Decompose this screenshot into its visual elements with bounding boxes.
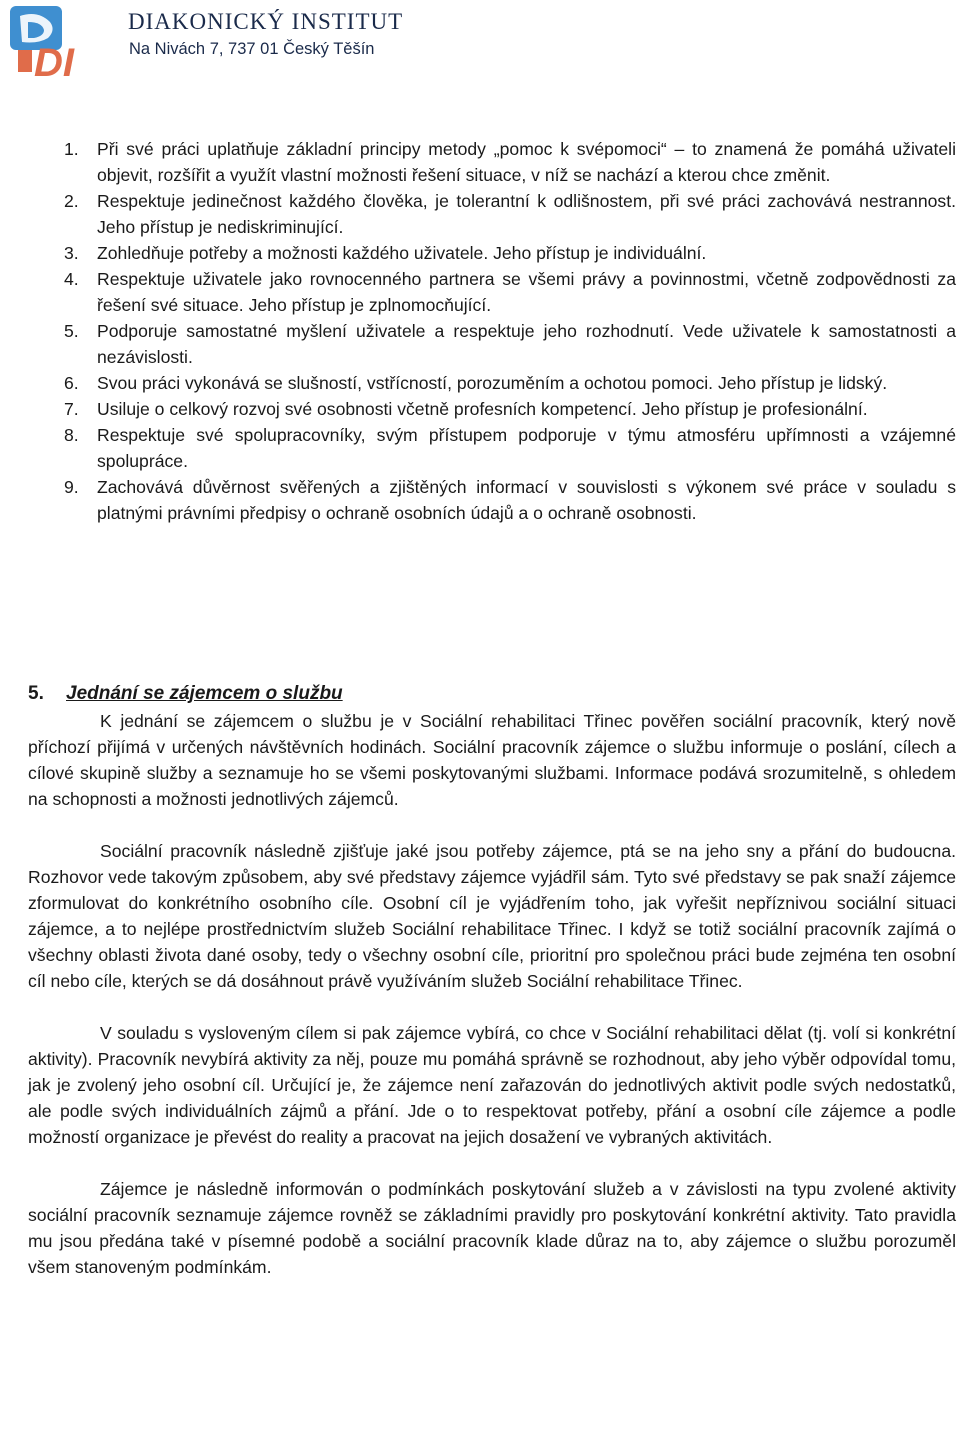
list-item <box>28 370 956 396</box>
list-number: 3. <box>64 243 79 263</box>
list-number: 4. <box>64 269 79 289</box>
list-item <box>28 318 956 370</box>
list-text: Usiluje o celkový rozvoj své osobnosti včetně profesních kompetencí. Jeho přístup je profesionální. <box>97 399 868 419</box>
list-text: Respektuje uživatele jako rovnocenného partnera se všemi právy a povinnostmi, včetně zodpovědnosti za řešení své situace. Jeho přístup je zplnomocňující. <box>97 269 956 315</box>
list-text: Zachovává důvěrnost svěřených a zjištěných informací v souvislosti s výkonem své práce v souladu s platnými právními předpisy o ochraně osobních údajů a o ochraně osobnosti. <box>97 477 956 523</box>
paragraph: Sociální pracovník následně zjišťuje jaké jsou potřeby zájemce, ptá se na jeho sny a přání do budoucna. Rozhovor vede takovým způsobem, aby své představy zájemce vyjádřil sám. Tyto své představy se pak snaží zájemce zformulovat do konkrétního osobního cíle. Osobní cíl je vyjádřením toho, jak vyřešit nepříznivou sociální situaci zájemce, a to nejlépe prostřednictvím služeb Sociální rehabilitace Třinec. I když se totiž sociální pracovník zajímá o všechny oblasti života dané osoby, tedy o všechny osobní cíle, prioritní pro společnou práci bude zejména ten osobní cíl nebo cíle, kterých se dá dosáhnout právě využíváním služeb Sociální rehabilitace Třinec. <box>28 841 956 991</box>
list-item <box>28 188 956 240</box>
list-number: 6. <box>64 373 79 393</box>
org-address: Na Nivách 7, 737 01 Český Těšín <box>129 40 375 58</box>
paragraph-gap <box>28 812 956 838</box>
list-number: 5. <box>64 321 79 341</box>
section-title: Jednání se zájemcem o službu <box>66 683 343 704</box>
paragraph: V souladu s vysloveným cílem si pak zájemce vybírá, co chce v Sociální rehabilitaci dělat (tj. volí si konkrétní aktivity). Pracovník nevybírá aktivity za něj, pouze mu pomáhá správně se rozhodnout, aby jeho výběr odpovídal tomu, jak je zvolený jeho osobní cíl. Určující je, že zájemce není zařazován do jednotlivých aktivit podle svých nedostatků, ale podle svých individuálních zájmů a přání. Jde o to respektovat potřeby, přání a osobní cíle zájemce a podle možností organizace je převést do reality a pracovat na jejich dosažení ve vybraných aktivitách. <box>28 1023 956 1147</box>
list-text: Podporuje samostatné myšlení uživatele a respektuje jeho rozhodnutí. Vede uživatele k samostatnosti a nezávislosti. <box>97 321 956 367</box>
list-text: Svou práci vykonává se slušností, vstřícností, porozuměním a ochotou pomoci. Jeho přístup je lidský. <box>97 373 888 393</box>
list-text: Respektuje své spolupracovníky, svým přístupem podporuje v týmu atmosféru upřímnosti a vzájemné spolupráce. <box>97 425 956 471</box>
list-item <box>28 422 956 474</box>
list-item <box>28 474 956 526</box>
list-text: Zohledňuje potřeby a možnosti každého uživatele. Jeho přístup je individuální. <box>97 243 707 263</box>
logo-lettering: DI <box>34 41 74 82</box>
paragraph-gap <box>28 1150 956 1176</box>
org-name: DIAKONICKÝ INSTITUT <box>128 9 404 34</box>
list-number: 9. <box>64 477 79 497</box>
list-item <box>28 266 956 318</box>
list-number: 8. <box>64 425 79 445</box>
principles-list <box>28 136 956 526</box>
list-item <box>28 240 956 266</box>
section-5 <box>28 680 956 1280</box>
list-item <box>28 396 956 422</box>
list-item <box>28 136 956 188</box>
list-number: 1. <box>64 139 79 159</box>
paragraph: K jednání se zájemcem o službu je v Sociální rehabilitaci Třinec pověřen sociální pracovník, který nově příchozí přijímá v určených návštěvních hodinách. Sociální pracovník zájemce o službu informuje o poslání, cílech a cílové skupině služby a seznamuje ho se všemi poskytovanými službami. Informace podává srozumitelně, s ohledem na schopnosti a možnosti jednotlivých zájemců. <box>28 711 956 809</box>
list-number: 2. <box>64 191 79 211</box>
list-text: Respektuje jedinečnost každého člověka, je tolerantní k odlišnostem, při své práci zachovává nestrannost. Jeho přístup je nediskriminující. <box>97 191 956 237</box>
section-heading <box>28 680 956 708</box>
paragraph: Zájemce je následně informován o podmínkách poskytování služeb a v závislosti na typu zvolené aktivity sociální pracovník seznamuje zájemce rovněž se základními pravidly pro poskytování konkrétní aktivity. Tato pravidla mu jsou předána také v písemné podobě a sociální pracovník klade důraz na to, aby zájemce o službu porozuměl všem stanoveným podmínkám. <box>28 1179 956 1277</box>
list-text: Při své práci uplatňuje základní principy metody „pomoc k svépomoci“ – to znamená že pomáhá uživateli objevit, rozšířit a využít vlastní možnosti řešení situace, v níž se nachází a kterou chce změnit. <box>97 139 956 185</box>
diakonicky-institut-logo <box>8 2 108 82</box>
paragraph-gap <box>28 994 956 1020</box>
list-number: 7. <box>64 399 79 419</box>
page-header <box>0 0 960 84</box>
section-number: 5. <box>28 683 44 704</box>
